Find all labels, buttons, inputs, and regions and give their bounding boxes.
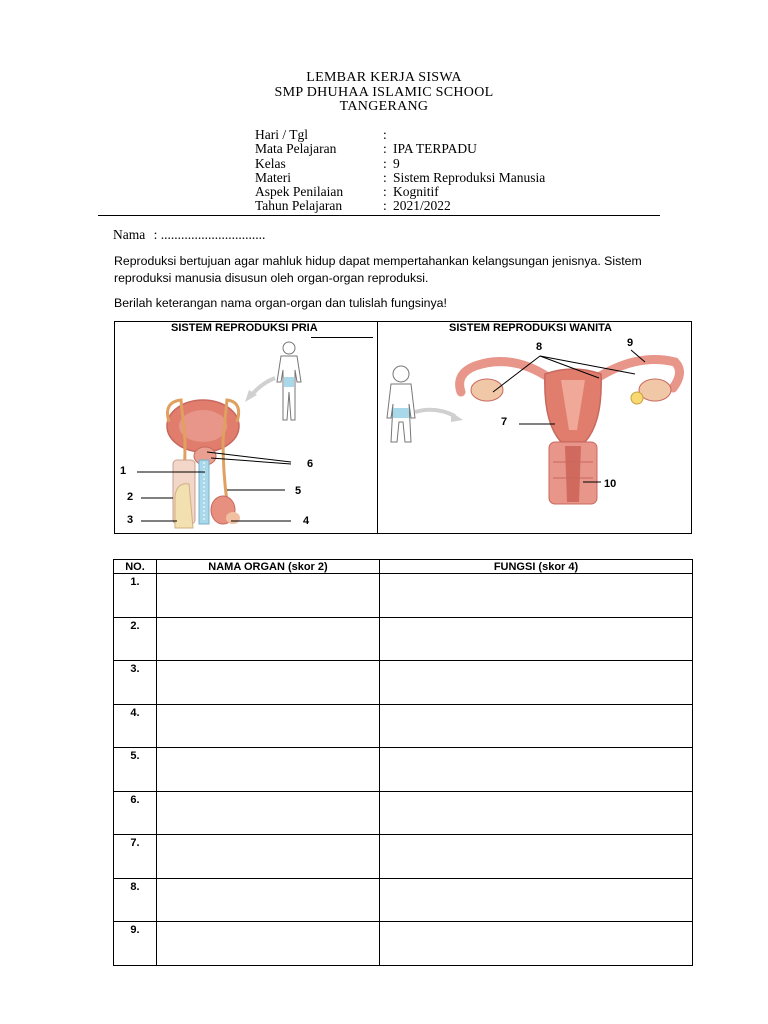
header-school: SMP DHUHAA ISLAMIC SCHOOL <box>274 84 494 100</box>
table-row <box>114 791 693 835</box>
meta-value: Kognitif <box>393 184 439 200</box>
male-organs-illustration <box>167 400 240 528</box>
header-city: TANGERANG <box>339 99 429 114</box>
female-label-7: 7 <box>501 416 508 428</box>
meta-label: Kelas <box>255 155 286 171</box>
organ-name-cell[interactable] <box>157 574 380 618</box>
organ-name-cell[interactable] <box>157 661 380 705</box>
male-label-5: 5 <box>295 485 302 497</box>
female-figure-title: SISTEM REPRODUKSI WANITA <box>449 322 612 334</box>
intro-paragraph: Reproduksi bertujuan agar mahluk hidup dapat mempertahankan kelangsungan jenisnya. Sistem reproduksi manusia disusun oleh organ-organ reproduksi. <box>114 254 642 285</box>
table-row <box>114 661 693 705</box>
reproduction-diagrams <box>115 322 691 533</box>
meta-row: Mata Pelajaran : IPA TERPADU <box>255 141 477 157</box>
table-row <box>114 704 693 748</box>
meta-label: Tahun Pelajaran <box>255 198 343 214</box>
row-number: 1. <box>114 574 157 618</box>
row-number: 7. <box>114 835 157 879</box>
meta-value: 2021/2022 <box>393 198 451 214</box>
meta-label: Materi <box>255 169 291 185</box>
meta-value: Sistem Reproduksi Manusia <box>393 169 546 185</box>
header-organ-name: NAMA ORGAN (skor 2) <box>157 560 380 574</box>
meta-label: Hari / Tgl <box>255 127 308 142</box>
function-cell[interactable] <box>380 791 693 835</box>
meta-label: Mata Pelajaran <box>255 141 337 157</box>
organ-name-cell[interactable] <box>157 878 380 922</box>
meta-row: Kelas : 9 <box>255 155 400 171</box>
table-row <box>114 748 693 792</box>
function-cell[interactable] <box>380 922 693 966</box>
header-function: FUNGSI (skor 4) <box>380 560 693 574</box>
instruction-text: Berilah keterangan nama organ-organ dan tulislah fungsinya! <box>114 296 447 310</box>
male-label-1: 1 <box>120 465 127 477</box>
female-organs-illustration <box>460 360 680 505</box>
name-blank[interactable]: : ............................... <box>153 227 266 242</box>
row-number: 9. <box>114 922 157 966</box>
table-row <box>114 617 693 661</box>
header-no: NO. <box>114 560 157 574</box>
row-number: 3. <box>114 661 157 705</box>
table-row <box>114 922 693 966</box>
row-number: 2. <box>114 617 157 661</box>
meta-value: 9 <box>393 155 400 171</box>
function-cell[interactable] <box>380 574 693 618</box>
function-cell[interactable] <box>380 704 693 748</box>
arrow-icon <box>415 410 463 422</box>
meta-label: Aspek Penilaian <box>255 184 344 200</box>
meta-row: Aspek Penilaian : Kognitif <box>255 184 439 200</box>
function-cell[interactable] <box>380 617 693 661</box>
name-label: Nama <box>113 227 146 242</box>
female-label-8: 8 <box>536 341 543 353</box>
male-label-2: 2 <box>127 491 134 503</box>
organ-name-cell[interactable] <box>157 704 380 748</box>
function-cell[interactable] <box>380 748 693 792</box>
meta-row: Tahun Pelajaran : 2021/2022 <box>255 198 451 214</box>
organ-name-cell[interactable] <box>157 835 380 879</box>
table-row <box>114 574 693 618</box>
table-row <box>114 878 693 922</box>
arrow-icon <box>245 378 275 402</box>
female-silhouette-icon <box>387 366 415 442</box>
organ-name-cell[interactable] <box>157 922 380 966</box>
table-header-row <box>114 560 693 574</box>
organ-name-cell[interactable] <box>157 748 380 792</box>
function-cell[interactable] <box>380 661 693 705</box>
female-label-9: 9 <box>627 337 634 349</box>
figure-box <box>114 321 692 534</box>
female-label-10: 10 <box>604 478 617 490</box>
male-label-3: 3 <box>127 514 134 526</box>
table-row <box>114 835 693 879</box>
male-figure-title: SISTEM REPRODUKSI PRIA <box>171 322 318 334</box>
worksheet-header <box>0 71 768 115</box>
answer-table <box>113 559 693 966</box>
function-cell[interactable] <box>380 835 693 879</box>
organ-name-cell[interactable] <box>157 617 380 661</box>
male-silhouette-icon <box>277 342 301 420</box>
male-label-6: 6 <box>307 458 314 470</box>
name-field[interactable] <box>113 227 265 243</box>
meta-row: Materi : Sistem Reproduksi Manusia <box>255 169 546 185</box>
header-title: LEMBAR KERJA SISWA <box>306 70 462 85</box>
meta-value: IPA TERPADU <box>393 141 477 157</box>
header-divider <box>98 215 660 216</box>
row-number: 4. <box>114 704 157 748</box>
meta-row: Hari / Tgl : <box>255 127 387 142</box>
row-number: 6. <box>114 791 157 835</box>
row-number: 8. <box>114 878 157 922</box>
row-number: 5. <box>114 748 157 792</box>
male-label-4: 4 <box>303 515 310 527</box>
meta-info <box>255 128 545 214</box>
function-cell[interactable] <box>380 878 693 922</box>
organ-name-cell[interactable] <box>157 791 380 835</box>
